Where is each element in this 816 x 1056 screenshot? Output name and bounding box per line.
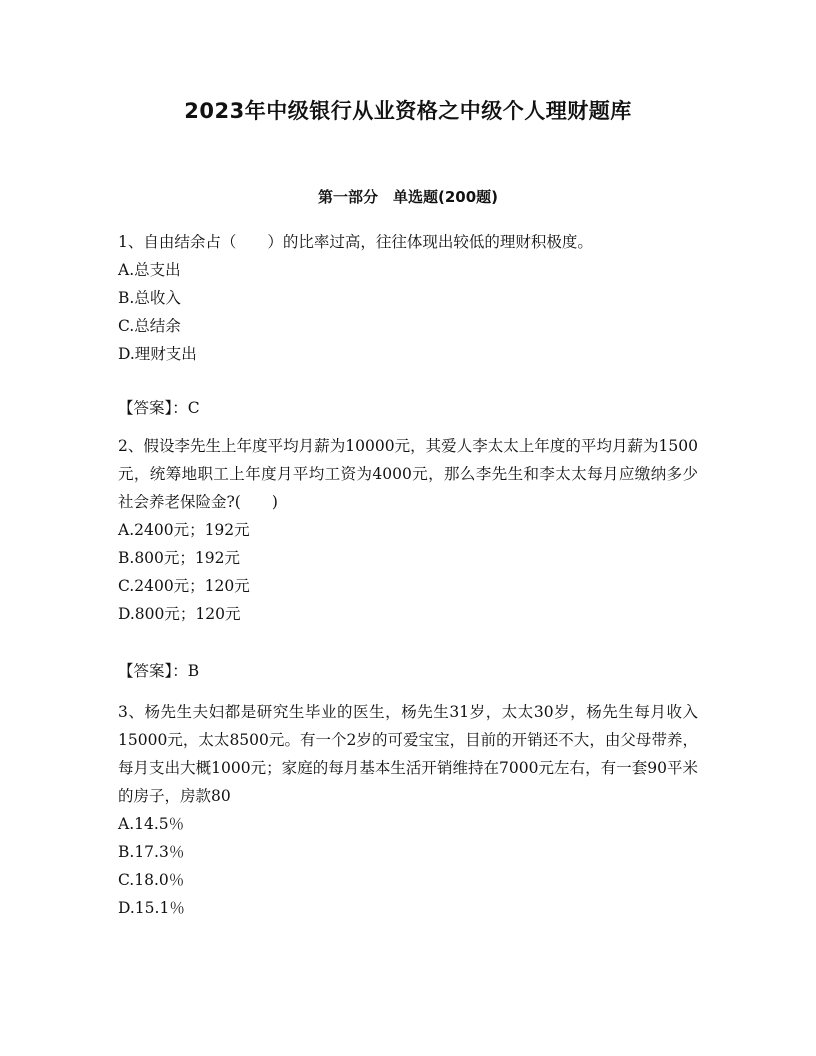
option-c: C.总结余 — [118, 317, 181, 335]
question-3 — [118, 698, 698, 922]
option-c: C.2400元；120元 — [118, 577, 250, 595]
option-b: B.17.3％ — [118, 843, 185, 861]
option-d: D.理财支出 — [118, 345, 197, 363]
answer-2: 【答案】：B — [118, 662, 200, 680]
section-heading: 第一部分 单选题(200题) — [317, 188, 499, 206]
answer-1: 【答案】：C — [118, 399, 200, 417]
question-stem: 3、杨先生夫妇都是研究生毕业的医生，杨先生31岁，太太30岁，杨先生每月收入15000元，太太8500元。有一个2岁的可爱宝宝，目前的开销还不大，由父母带养，每月支出大概1000元；家庭的每月基本生活开销维持在7000元左右，有一套90平米的房子，房款80 — [118, 703, 698, 805]
option-d: D.800元；120元 — [118, 605, 241, 623]
option-b: B.总收入 — [118, 289, 181, 307]
question-1 — [118, 228, 698, 368]
question-stem: 1、自由结余占（ ）的比率过高，往往体现出较低的理财积极度。 — [118, 233, 593, 251]
question-stem: 2、假设李先生上年度平均月薪为10000元，其爱人李太太上年度的平均月薪为1500元，统筹地职工上年度月平均工资为4000元，那么李先生和李太太每月应缴纳多少社会养老保险金?( ) — [118, 437, 698, 511]
option-a: A.2400元；192元 — [118, 521, 250, 539]
option-b: B.800元；192元 — [118, 549, 240, 567]
question-2 — [118, 432, 698, 628]
option-c: C.18.0％ — [118, 871, 185, 889]
option-a: A.14.5％ — [118, 815, 185, 833]
option-a: A.总支出 — [118, 261, 181, 279]
option-d: D.15.1％ — [118, 899, 185, 917]
page-title: 2023年中级银行从业资格之中级个人理财题库 — [184, 99, 632, 123]
